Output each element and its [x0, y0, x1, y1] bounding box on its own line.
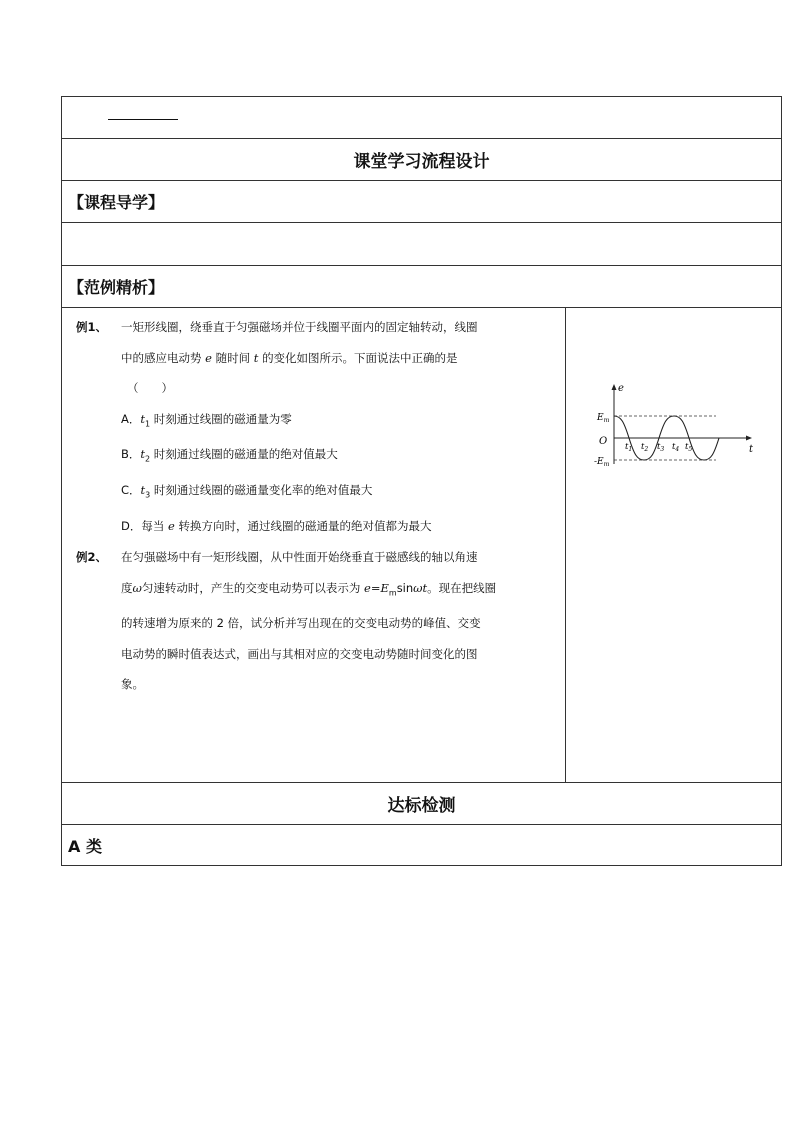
example-1-line-2: 中的感应电动势 e 随时间 t 的变化如图所示。下面说法中正确的是 [121, 350, 458, 365]
example-2-line-2: 度ω匀速转动时，产生的交变电动势可以表示为 $e=E_m\sin\omega t$。现在把线圈 [121, 580, 497, 597]
figure-cell [566, 308, 782, 783]
example-2 [76, 542, 556, 700]
example-2-line-5: 象。 [121, 677, 144, 692]
section-guide-title: 【课程导学】 [62, 181, 782, 223]
class-a-title: A 类 [62, 825, 782, 866]
neg-em-label: $-E_m$ [594, 457, 610, 468]
tick-t1: $t_1$ [625, 442, 633, 453]
answer-parentheses: （ ） [127, 381, 173, 395]
example-1-tag: 例1、 [76, 320, 108, 334]
check-title: 达标检测 [62, 783, 782, 825]
option-d: D．每当 e 转换方向时，通过线圈的磁通量的绝对值都为最大 [121, 518, 432, 533]
tick-t4: $t_4$ [672, 442, 680, 453]
y-axis-label: e [618, 383, 624, 394]
y-axis-arrow [612, 384, 617, 390]
example-2-line-4: 电动势的瞬时值表达式，画出与其相对应的交变电动势随时间变化的图 [121, 646, 478, 661]
section-examples-title: 【范例精析】 [62, 266, 782, 308]
example-1-line-1: 一矩形线圈，绕垂直于匀强磁场并位于线圈平面内的固定轴转动，线圈 [121, 320, 478, 334]
example-2-line-1: 在匀强磁场中有一矩形线圈，从中性面开始绕垂直于磁感线的轴以角速 [121, 550, 478, 564]
lesson-table [61, 96, 782, 866]
x-axis-arrow [746, 436, 752, 441]
example-1 [76, 312, 556, 541]
sine-figure [566, 374, 782, 574]
em-label: $E_m$ [597, 413, 610, 424]
lesson-sheet [61, 96, 781, 866]
example-2-text [121, 542, 556, 700]
option-b: B．$t_2$ 时刻通过线圈的磁通量的绝对值最大 [121, 447, 338, 464]
examples-cell [62, 308, 566, 783]
formula: e=E [364, 580, 389, 595]
option-c: C．$t_3$ 时刻通过线圈的磁通量变化率的绝对值最大 [121, 483, 373, 500]
tick-t3: $t_3$ [657, 442, 665, 453]
example-2-tag: 例2、 [76, 550, 108, 564]
top-blank-row [62, 97, 782, 139]
origin-label: O [599, 436, 608, 447]
tick-t2: $t_2$ [641, 442, 649, 453]
example-2-line-3: 的转速增为原来的 2 倍，试分析并写出现在的交变电动势的峰值、交变 [121, 616, 481, 631]
name-underline [108, 119, 178, 120]
tick-t5: $t_5$ [685, 442, 693, 453]
page-title: 课堂学习流程设计 [62, 139, 782, 181]
x-axis-label: t [749, 444, 754, 455]
example-1-text [121, 312, 556, 404]
option-a: A．$t_1$ 时刻通过线圈的磁通量为零 [121, 411, 292, 428]
guide-blank-row [62, 223, 782, 266]
